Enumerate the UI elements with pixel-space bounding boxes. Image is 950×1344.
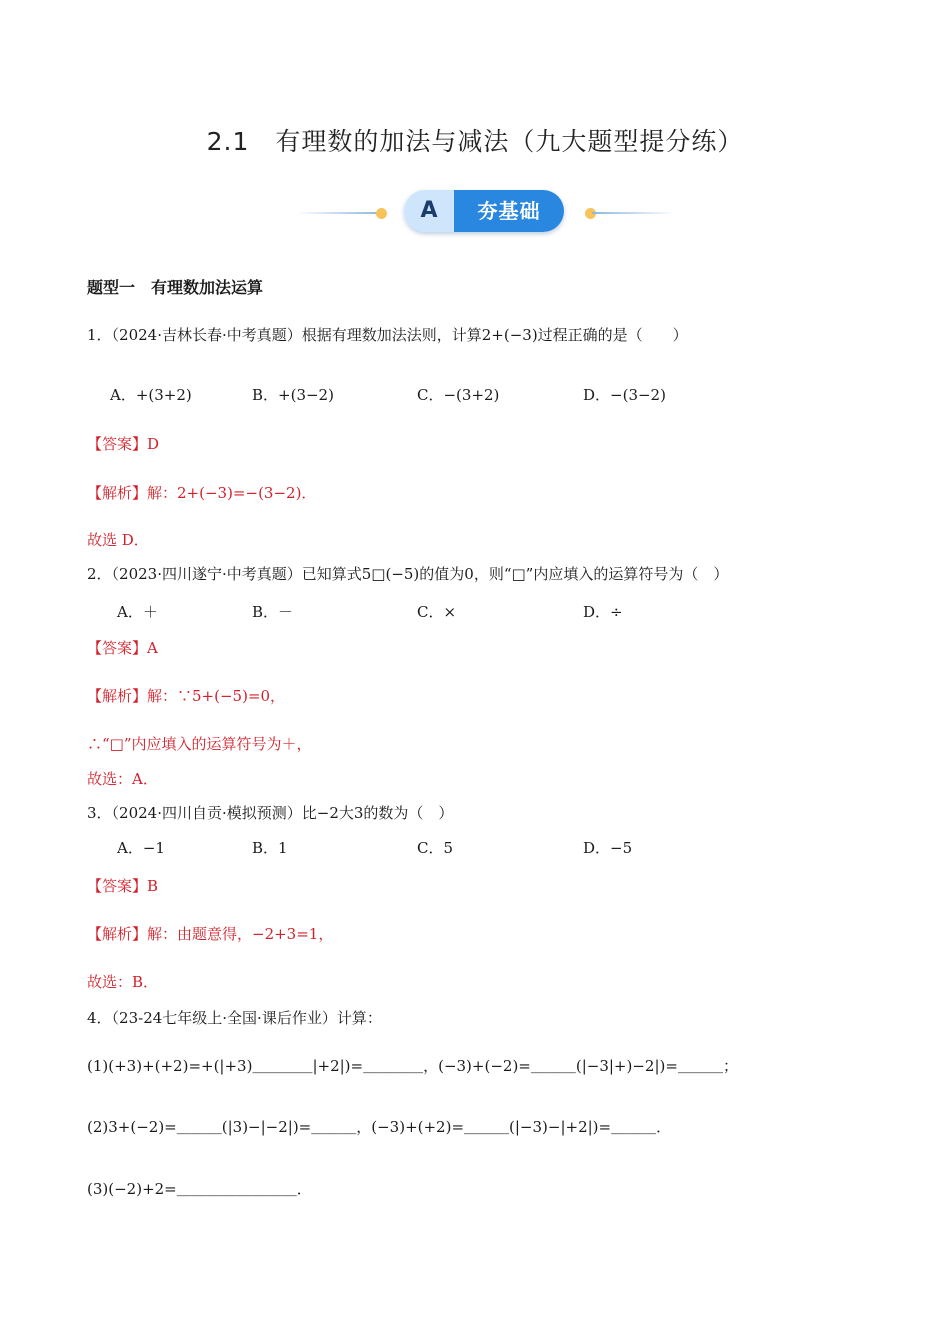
question-2-option-a: A．＋ — [117, 603, 158, 621]
question-2-option-b: B．－ — [252, 603, 294, 621]
question-3-option-d: D．−5 — [583, 839, 633, 857]
section-banner — [296, 188, 676, 236]
question-2-analysis: 【解析】解：∵5+(−5)=0， — [87, 687, 286, 705]
question-2-option-c: C．× — [417, 603, 457, 621]
question-4-part-3: (3)(−2)+2=＿＿＿＿＿＿＿＿． — [87, 1180, 312, 1198]
banner-letter: A — [404, 190, 454, 232]
question-1-stem: 1．（2024·吉林长春·中考真题）根据有理数加法法则，计算2+(−3)过程正确的是（ ） — [87, 326, 688, 344]
question-1-option-d: D．−(3−2) — [583, 386, 666, 404]
question-1-answer: 【答案】D — [87, 435, 160, 453]
banner-line-right — [592, 212, 676, 214]
question-3-conclusion: 故选：B． — [87, 973, 159, 991]
question-3-answer: 【答案】B — [87, 877, 159, 895]
banner-line-left — [296, 212, 380, 214]
question-3-option-b: B．1 — [252, 839, 288, 857]
question-4-part-2: (2)3+(−2)=＿＿＿(|3)−|−2|)=＿＿＿，(−3)+(+2)=＿＿＿(|−3)−|+2|)=＿＿＿． — [87, 1118, 672, 1136]
question-3-analysis: 【解析】解：由题意得，−2+3=1， — [87, 925, 334, 943]
question-3-option-c: C．5 — [417, 839, 454, 857]
banner-text: 夯基础 — [454, 190, 564, 232]
question-2-option-d: D．÷ — [583, 603, 623, 621]
question-2-stem: 2．（2023·四川遂宁·中考真题）已知算式5□(−5)的值为0，则“□”内应填入的运算符号为（ ） — [87, 565, 729, 583]
page-title: 2.1 有理数的加法与减法（九大题型提分练） — [206, 127, 744, 156]
question-2-conclusion: 故选：A． — [87, 770, 158, 788]
question-1-conclusion: 故选 D． — [87, 531, 149, 549]
question-1-option-c: C．−(3+2) — [417, 386, 500, 404]
banner-pill — [404, 190, 564, 232]
question-3-stem: 3．（2024·四川自贡·模拟预测）比−2大3的数为（ ） — [87, 804, 454, 822]
question-1-analysis: 【解析】解：2+(−3)=−(3−2)． — [87, 484, 317, 502]
section-heading: 题型一 有理数加法运算 — [87, 278, 264, 297]
question-1-option-a: A．+(3+2) — [110, 386, 192, 404]
question-1-option-b: B．+(3−2) — [252, 386, 334, 404]
banner-dot-left — [376, 208, 387, 219]
question-2-analysis-line-2: ∴“□”内应填入的运算符号为＋， — [87, 735, 312, 753]
question-4-part-1: (1)(+3)+(+2)=+(|+3)＿＿＿＿|+2|)=＿＿＿＿，(−3)+(−2)=＿＿＿(|−3|+)−2|)=＿＿＿； — [87, 1057, 738, 1075]
question-2-answer: 【答案】A — [87, 639, 158, 657]
question-3-option-a: A．−1 — [117, 839, 165, 857]
question-4-stem: 4．（23-24七年级上·全国·课后作业）计算： — [87, 1009, 382, 1027]
